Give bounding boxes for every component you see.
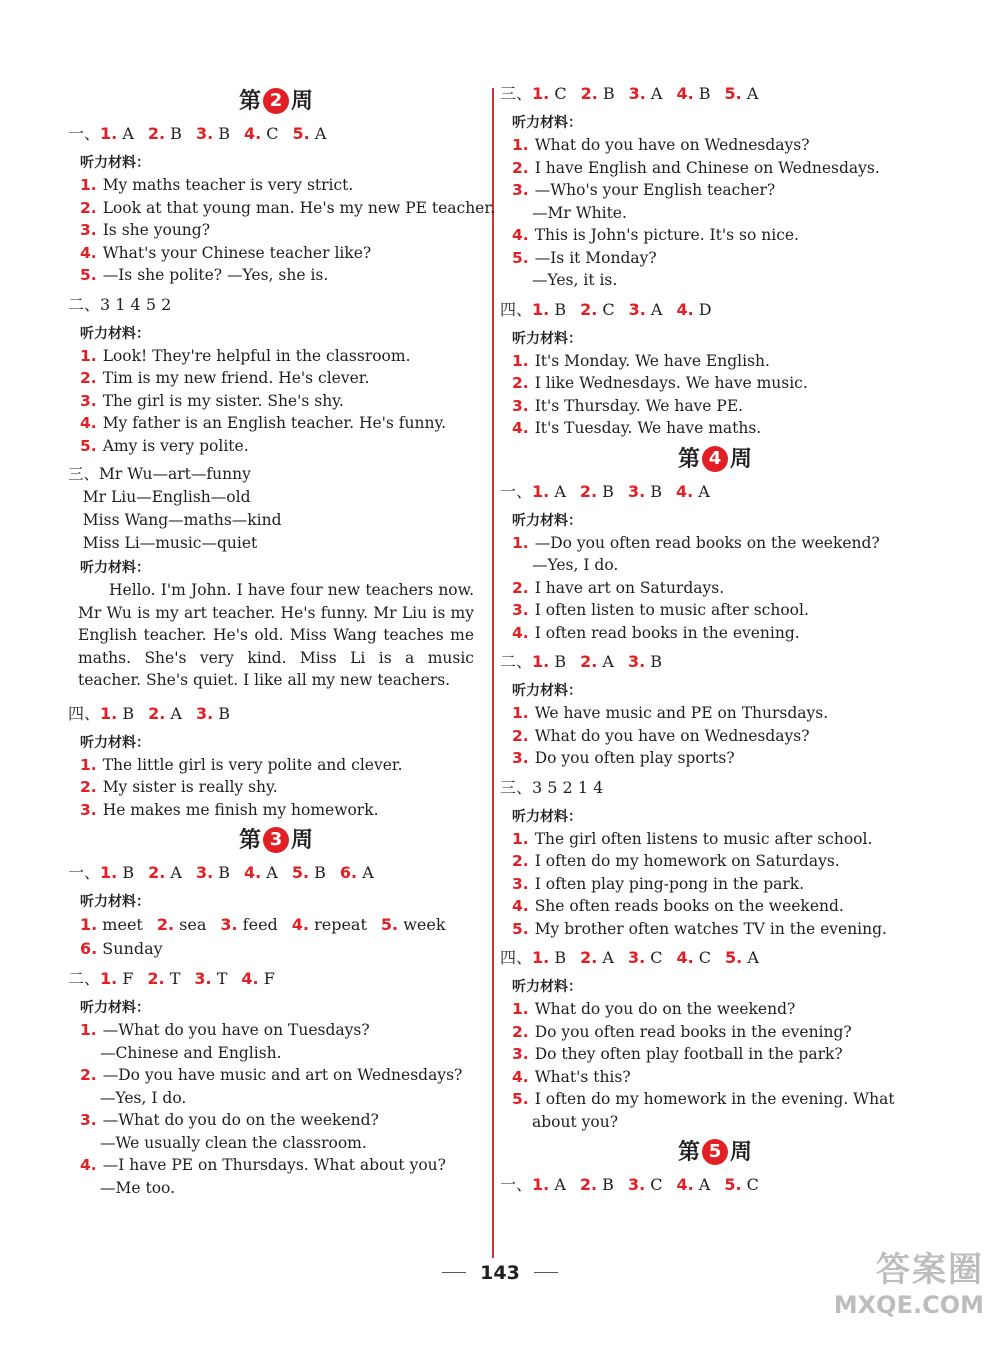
item-number: 3. (195, 124, 214, 143)
answer-letter: A (742, 948, 759, 967)
dialogue-lines (510, 134, 920, 292)
item-number: 2. (148, 863, 166, 882)
item-number: 2. (147, 969, 165, 988)
answer-letter: F (117, 969, 134, 988)
word-list (80, 913, 474, 937)
item-number: 1. (532, 948, 550, 967)
item-number: 3. (512, 749, 529, 767)
item-number: 2. (80, 198, 97, 217)
item-number: 1. (512, 1000, 529, 1018)
continuation-line: —Chinese and English. (100, 1043, 282, 1062)
item-number: 2. (80, 1066, 97, 1084)
line-text: Do they often play football in the park? (534, 1045, 843, 1063)
listening-passage: Hello. I'm John. I have four new teachers now. Mr Wu is my art teacher. He's funny. Mr Liu is my English teacher. He's old. Miss Wang teaches me maths. She's very kind. Miss Li is a music teacher. She's quiet. I like all my new teachers. (78, 581, 474, 689)
material-line (510, 179, 920, 202)
material-line (510, 895, 920, 918)
answer-letter: B (213, 703, 230, 723)
word: repeat (309, 915, 367, 934)
line-text: We have music and PE on Thursdays. (534, 704, 829, 722)
item-number: 4. (291, 915, 309, 934)
answer-letter: B (549, 948, 567, 967)
line-text: The girl often listens to music after school. (534, 829, 873, 848)
section-lead: 一、 (500, 1175, 533, 1194)
answer-letter: T (211, 969, 228, 988)
answer-letter: C (693, 948, 712, 967)
listening-material-label: 听力材料： (512, 683, 582, 699)
line-text: The little girl is very polite and clever. (102, 755, 403, 774)
item-number: 2. (80, 778, 97, 796)
answer-letter: A (549, 481, 566, 501)
right-column (500, 82, 920, 1203)
item-number: 2. (512, 158, 529, 177)
material-line (510, 998, 920, 1021)
listening-material-label: 听力材料： (80, 325, 150, 342)
item-number: 2. (579, 481, 598, 501)
line-text: —Do you often read books on the weekend? (534, 533, 880, 552)
item-number: 4. (676, 481, 694, 501)
answer-letter: B (597, 1175, 614, 1194)
item-number: 3. (195, 703, 214, 723)
week-5-title: 第 5 周 (677, 1139, 753, 1165)
item-number: 3. (512, 396, 529, 415)
answer-letter: B (213, 124, 230, 143)
material-line (510, 1066, 920, 1089)
answer-letter: B (165, 124, 182, 143)
item-number: 2. (148, 703, 166, 723)
continuation-line: —Yes, I do. (532, 556, 619, 574)
item-number: 4. (512, 419, 529, 437)
item-number: 5. (725, 948, 743, 967)
line-text: I often read books in the evening. (534, 623, 800, 642)
watermark: 答案圈 MXQE.COM (833, 1250, 984, 1319)
item-number: 1. (512, 704, 529, 722)
line-text: I often do my homework in the evening. What (534, 1090, 895, 1108)
material-line (78, 1154, 474, 1177)
answer-letter: B (645, 481, 662, 501)
line-text: I like Wednesdays. We have music. (534, 374, 808, 392)
answer-letter: B (693, 84, 711, 103)
answer-letter: B (117, 703, 135, 723)
item-number: 2. (580, 299, 598, 319)
item-number: 1. (80, 755, 97, 774)
continuation-line: —We usually clean the classroom. (100, 1133, 367, 1152)
listening-material-label: 听力材料： (512, 330, 582, 347)
material-line (510, 599, 920, 622)
material-line (78, 345, 474, 368)
line-text: I have English and Chinese on Wednesdays. (534, 158, 880, 177)
line-text: Do you often play sports? (534, 749, 735, 767)
line-text: I often play ping-pong in the park. (534, 874, 805, 893)
material-line (510, 395, 920, 418)
answer-letter: A (645, 84, 663, 103)
listening-material-label: 听力材料： (80, 734, 150, 751)
page-number: 143 (0, 1262, 1000, 1284)
answer-letter: A (165, 863, 182, 882)
material-line (78, 412, 474, 435)
item-number: 1. (532, 1175, 550, 1194)
material-line (510, 622, 920, 645)
material-line (510, 157, 920, 180)
line-text: It's Tuesday. We have maths. (534, 419, 762, 437)
item-number: 5. (80, 436, 97, 455)
answer-letter: A (693, 481, 710, 501)
line-text: What's your Chinese teacher like? (102, 243, 372, 262)
item-number: 4. (676, 84, 694, 103)
line-text: Do you often read books in the evening? (534, 1022, 852, 1041)
material-line (510, 1043, 920, 1066)
item-number: 3. (628, 84, 646, 103)
item-number: 3. (194, 969, 212, 988)
item-number: 2. (156, 915, 175, 934)
week-4-title: 第 4 周 (677, 445, 753, 472)
answer-letter: B (645, 652, 662, 671)
answer-letter: B (549, 652, 567, 671)
item-number: 1. (80, 1021, 97, 1039)
word: feed (237, 915, 278, 934)
section-lead: 一、 (68, 124, 101, 143)
item-number: 2. (512, 852, 529, 870)
section-lead: 四、 (500, 948, 533, 967)
line-text: I often do my homework on Saturdays. (534, 852, 840, 870)
item-number: 3. (80, 800, 97, 819)
dialogue-lines (510, 532, 920, 645)
material-line (510, 350, 920, 373)
item-number: 1. (512, 829, 529, 848)
line-text: My brother often watches TV in the evening. (534, 919, 887, 938)
item-number: 3. (512, 1045, 529, 1063)
answers-row (500, 82, 920, 106)
material-line (510, 850, 920, 873)
item-number: 3. (80, 1111, 97, 1129)
word: meet (97, 915, 143, 934)
section-lead: 二、 (500, 652, 533, 671)
word: sea (174, 915, 207, 934)
line-text: It's Thursday. We have PE. (534, 396, 744, 415)
line-text: Look at that young man. He's my new PE teacher. (102, 198, 495, 217)
item-number: 1. (100, 863, 118, 882)
line-text: My father is an English teacher. He's funny. (102, 414, 447, 432)
line-text: —Who's your English teacher? (534, 181, 776, 199)
dialogue-lines (78, 1019, 474, 1199)
answer-letter: A (357, 863, 374, 882)
line-text: Is she young? (102, 221, 211, 239)
item-number: 4. (676, 1175, 694, 1194)
line-text: Look! They're helpful in the classroom. (102, 346, 411, 365)
line-text: This is John's picture. It's so nice. (534, 226, 799, 244)
item-number: 4. (676, 948, 694, 967)
material-line (510, 372, 920, 395)
line-text: What do you do on the weekend? (534, 1000, 796, 1018)
item-number: 1. (532, 481, 550, 501)
material-line (510, 224, 920, 247)
material-line (510, 873, 920, 896)
item-number: 4. (512, 623, 529, 642)
answer-letter: A (117, 124, 134, 143)
item-number: 2. (580, 652, 598, 671)
answer-letter: T (164, 969, 181, 988)
item-number: 3. (80, 221, 97, 239)
answers-row (500, 776, 920, 800)
section-lead: 一、 (68, 863, 101, 882)
answers-row (500, 650, 920, 674)
item-number: 4. (241, 969, 259, 988)
answer-letter: F (258, 969, 275, 988)
item-number: 1. (512, 136, 529, 154)
item-number: 5. (512, 919, 529, 938)
section-lead: 二、 (68, 294, 101, 314)
material-line (78, 776, 474, 799)
line-text: —What do you have on Tuesdays? (102, 1021, 370, 1039)
material-line (78, 367, 474, 390)
item-number: 3. (80, 391, 97, 410)
item-number: 4. (244, 124, 262, 143)
item-number: 2. (147, 124, 166, 143)
word: week (398, 915, 446, 934)
answer-sequence: 3 1 4 5 2 (100, 294, 172, 314)
week-3-title: 第 3 周 (238, 827, 314, 853)
item-number: 3. (195, 863, 214, 882)
item-number: 2. (580, 84, 598, 103)
item-number: 1. (100, 703, 118, 723)
material-line (510, 417, 920, 440)
answer-letter: B (549, 299, 567, 319)
item-number: 4. (80, 414, 97, 432)
item-number: 6. (80, 939, 98, 958)
material-line (78, 197, 495, 220)
answer-letter: C (549, 84, 567, 103)
section-lead: 三、 (500, 84, 533, 103)
answer-letter: A (261, 863, 278, 882)
item-number: 3. (220, 915, 238, 934)
item-number: 2. (512, 578, 529, 597)
answer-letter: C (645, 1175, 663, 1194)
item-number: 2. (579, 1175, 598, 1194)
item-number: 5. (724, 1175, 742, 1194)
material-lines (78, 754, 474, 822)
item-number: 1. (532, 299, 550, 319)
line-text: —Is it Monday? (534, 248, 657, 267)
line-text: My sister is really shy. (102, 778, 278, 796)
item-number: 5. (380, 915, 399, 934)
item-number: 4. (244, 863, 262, 882)
item-number: 2. (580, 948, 598, 967)
material-line (510, 1021, 920, 1044)
continuation-line: —Yes, I do. (100, 1088, 187, 1107)
answer-letter: A (645, 299, 663, 319)
listening-material-label: 听力材料： (512, 808, 582, 825)
item-number: 5. (512, 248, 529, 267)
answer-letter: A (309, 124, 327, 143)
answer-letter: C (645, 948, 663, 967)
line-text: —What do you do on the weekend? (102, 1111, 379, 1129)
answer-sequence: 3 5 2 1 4 (532, 777, 604, 797)
item-number: 4. (512, 1067, 529, 1086)
item-number: 1. (512, 351, 529, 370)
material-line (78, 390, 474, 413)
answers-row (500, 298, 920, 322)
answers-row (68, 293, 474, 317)
item-number: 3. (512, 181, 529, 199)
line-text: —I have PE on Thursdays. What about you? (102, 1156, 446, 1174)
line-text: I have art on Saturdays. (534, 578, 725, 597)
item-number: 2. (512, 726, 529, 745)
material-line (78, 219, 474, 242)
item-number: 2. (512, 1022, 529, 1041)
continuation-line: —Yes, it is. (532, 271, 618, 289)
line-text: He makes me finish my homework. (102, 800, 379, 819)
continuation-line: —Mr White. (532, 203, 627, 222)
material-line (510, 577, 920, 600)
line-text: My maths teacher is very strict. (102, 176, 354, 194)
answers-row (500, 480, 920, 504)
section-lead: 一、 (500, 481, 533, 501)
material-line (510, 725, 920, 748)
material-lines (78, 345, 474, 458)
line-text: What's this? (534, 1067, 631, 1086)
line-text: Amy is very polite. (102, 436, 249, 455)
item-number: 1. (532, 84, 550, 103)
answer-letter: B (597, 481, 614, 501)
item-number: 1. (80, 176, 97, 194)
answer-letter: B (309, 863, 326, 882)
item-number: 1. (80, 346, 97, 365)
material-line (78, 1064, 474, 1087)
word-list (80, 937, 474, 961)
answers-row (500, 946, 920, 970)
item-number: 3. (627, 652, 646, 671)
line-text: —Is she polite? —Yes, she is. (102, 266, 329, 284)
listening-material-label: 听力材料： (512, 115, 582, 131)
answer-letter: A (165, 703, 182, 723)
material-line (78, 174, 474, 197)
item-number: 3. (628, 299, 646, 319)
material-line (510, 702, 920, 725)
answers-row (68, 122, 474, 146)
item-number: 5. (512, 1090, 529, 1108)
item-number: 1. (532, 652, 550, 671)
material-line (78, 242, 474, 265)
item-number: 1. (100, 124, 118, 143)
material-line (78, 799, 474, 822)
week-2-title: 第 2 周 (238, 88, 314, 114)
listening-material-label: 听力材料： (512, 512, 582, 529)
item-number: 5. (80, 266, 97, 284)
material-line (510, 1088, 920, 1111)
material-line (78, 435, 474, 458)
material-line (510, 828, 920, 851)
material-lines (510, 828, 920, 941)
section-lead: 四、 (68, 703, 101, 723)
line-text: The girl is my sister. She's shy. (102, 391, 344, 410)
line-text: She often reads books on the weekend. (534, 897, 844, 915)
item-number: 2. (80, 369, 97, 387)
item-number: 2. (512, 374, 529, 392)
answer-letter: A (597, 948, 614, 967)
listening-material-label: 听力材料： (80, 894, 150, 910)
answer-letter: B (597, 84, 615, 103)
answers-row (68, 967, 474, 991)
answer-letter: A (741, 84, 759, 103)
material-line (78, 1019, 474, 1042)
answer-letter: A (693, 1175, 711, 1194)
item-number: 6. (339, 863, 358, 882)
line-text: —Do you have music and art on Wednesdays? (102, 1066, 463, 1084)
item-number: 4. (676, 299, 694, 319)
item-number: 1. (100, 969, 118, 988)
material-line (510, 134, 920, 157)
material-line (510, 747, 920, 770)
listening-material-label: 听力材料： (80, 560, 150, 576)
listening-material-label: 听力材料： (80, 1000, 150, 1016)
item-number: 5. (291, 863, 310, 882)
item-number: 3. (512, 874, 529, 893)
item-number: 4. (80, 1156, 97, 1174)
item-number: 4. (80, 243, 97, 262)
item-number: 3. (627, 948, 646, 967)
answer-letter: A (549, 1175, 566, 1194)
item-number: 4. (512, 897, 529, 915)
line-text: It's Monday. We have English. (534, 351, 770, 370)
answers-row (500, 1173, 920, 1197)
item-number: 5. (292, 124, 310, 143)
material-line (78, 754, 474, 777)
column-divider (492, 88, 494, 1258)
line-text: Tim is my new friend. He's clever. (102, 369, 370, 387)
material-line (78, 264, 474, 287)
answer-letter: B (117, 863, 135, 882)
item-number: 1. (512, 533, 529, 552)
continuation-line: —Me too. (100, 1178, 176, 1197)
answer-letter: A (597, 652, 614, 671)
dialogue-lines (510, 998, 920, 1133)
material-lines (510, 702, 920, 770)
answer-letter: D (693, 299, 712, 319)
material-line (78, 1109, 474, 1132)
answer-letter: C (597, 299, 615, 319)
item-number: 1. (80, 915, 98, 934)
section-lead: 三、 (500, 777, 533, 797)
material-line (510, 918, 920, 941)
listening-material-label: 听力材料： (512, 979, 582, 995)
material-line (510, 247, 920, 270)
matching-answers: 三、Mr Wu—art—funny Mr Liu—English—old Miss Wang—maths—kind Miss Li—music—quiet (68, 465, 282, 552)
section-lead: 四、 (500, 299, 533, 319)
answers-row (68, 702, 474, 726)
answers-row (68, 861, 474, 885)
left-column (68, 82, 495, 1199)
item-number: 5. (724, 84, 742, 103)
continuation-line: about you? (532, 1112, 619, 1131)
section-lead: 二、 (68, 969, 101, 988)
item-number: 3. (627, 481, 646, 501)
answer-letter: C (741, 1175, 759, 1194)
listening-material-label: 听力材料： (80, 155, 150, 171)
item-number: 3. (512, 601, 529, 619)
item-number: 4. (512, 226, 529, 244)
word: Sunday (97, 939, 163, 958)
material-lines (78, 174, 495, 287)
line-text: I often listen to music after school. (534, 601, 809, 619)
line-text: What do you have on Wednesdays? (534, 726, 810, 745)
answer-letter: B (213, 863, 230, 882)
material-lines (510, 350, 920, 440)
line-text: What do you have on Wednesdays? (534, 136, 810, 154)
material-line (510, 532, 920, 555)
answer-letter: C (261, 124, 279, 143)
item-number: 3. (627, 1175, 646, 1194)
